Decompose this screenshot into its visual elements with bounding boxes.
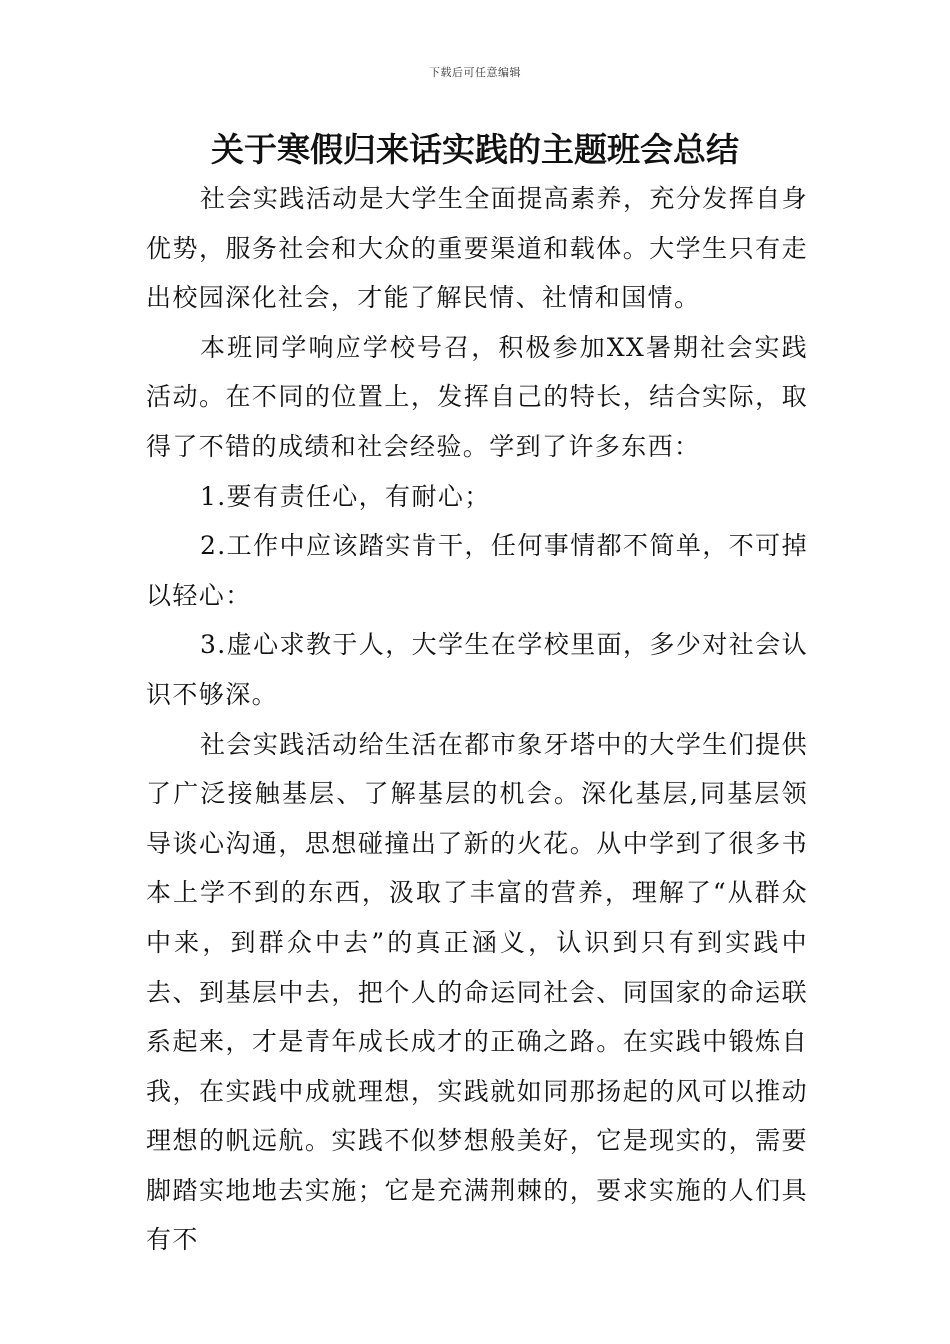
list-item-3: 3.虚心求教于人，大学生在学校里面，多少对社会认识不够深。 [146,630,808,709]
paragraph-intro: 社会实践活动是大学生全面提高素养，充分发挥自身优势，服务社会和大众的重要渠道和载体。大学生只有走出校园深化社会，才能了解民情、社情和国情。 [146,184,808,313]
paragraph-participation: 本班同学响应学校号召，积极参加XX暑期社会实践活动。在不同的位置上，发挥自己的特长，结合实际，取得了不错的成绩和社会经验。学到了许多东西： [146,332,808,461]
header-note: 下载后可任意编辑 [429,66,521,79]
list-item-1: 1.要有责任心，有耐心； [200,481,491,511]
list-item-2: 2.工作中应该踏实肯干，任何事情都不简单，不可掉以轻心： [146,531,808,610]
document-title: 关于寒假归来话实践的主题班会总结 [211,130,739,169]
paragraph-reflection: 社会实践活动给生活在都市象牙塔中的大学生们提供了广泛接触基层、了解基层的机会。深化基层,同基层领导谈心沟通，思想碰撞出了新的火花。从中学到了很多书本上学不到的东西，汲取了丰富的营养，理解了“从群众中来，到群众中去”的真正涵义，认识到只有到实践中去、到基层中去，把个人的命运同社会、同国家的命运联系起来，才是青年成长成才的正确之路。在实践中锻炼自我，在实践中成就理想，实践就如同那扬起的风可以推动理想的帆远航。实践不似梦想般美好，它是现实的，需要脚踏实地地去实施；它是充满荆棘的，要求实施的人们具有不 [146,729,808,1255]
document-body [146,174,808,1265]
